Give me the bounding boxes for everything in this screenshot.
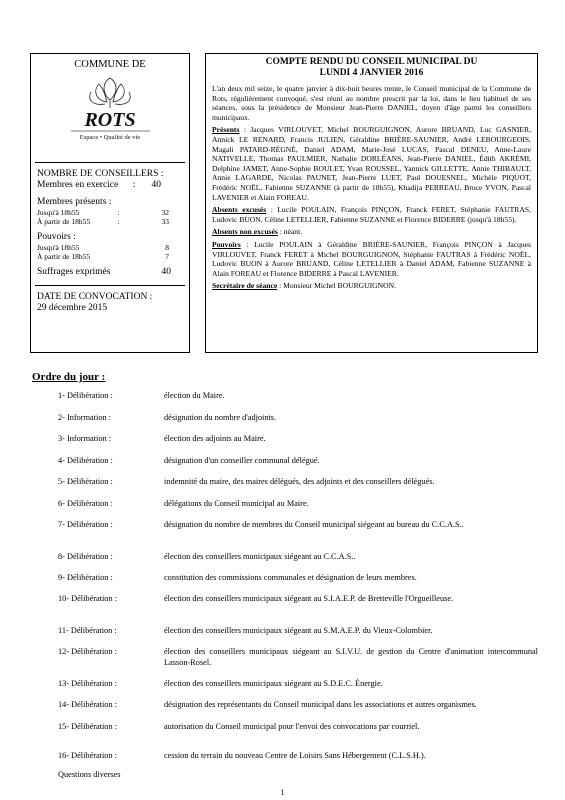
agenda-text: autorisation du Conseil municipal pour l'envoi des convocations par courriel.	[164, 722, 420, 731]
pouvoirs-list: : Lucile POULAIN à Géraldine BRIÈRE-SAUNIER, François PINÇON à Jacques VIRLOUVET, Franck FERET à Michel BOURGUIGNON, Stéphanie FAUTRAS à Frédéric NOËL, Ludovic BUON à Aurore BRUAND, Céline LETELLIER à Daniel ADAM, Fabienne SUZANNE à Alain FOREAU et Florence BIDERRE à Pascal LAVENIER.	[212, 239, 531, 278]
pouvoirs-value-2: 7	[165, 252, 169, 261]
agenda-num: 12- Délibération :	[58, 647, 117, 656]
agenda-num: 7- Délibération :	[58, 520, 113, 529]
rots-logo	[63, 72, 158, 142]
agenda-num: 6- Délibération :	[58, 499, 113, 508]
agenda-num: 14- Délibération :	[58, 700, 117, 709]
membres-exercice-row: Membres en exercice : 40	[37, 180, 161, 190]
intro-paragraph: L'an deux mil seize, le quatre janvier à dix-huit heures trente, le Conseil municipal de la Commune de Rots, régulièrement convoqué, s'est réuni au nombre prescrit par la loi, dans le lieu habituel de ses séances, sous la présidence de Monsieur Jean-Pierre DANIEL, doyen d'âge parmi les conseillers municipaux.	[212, 84, 531, 122]
pouvoirs-label-2: À partir de 18h55	[37, 252, 91, 261]
secretaire-heading: Secrétaire de séance	[212, 281, 278, 291]
commune-label: COMMUNE DE	[74, 59, 146, 70]
agenda-title: Ordre du jour :	[32, 371, 106, 383]
convocation-label: DATE DE CONVOCATION :	[37, 292, 153, 302]
agenda-num: 8- Délibération :	[58, 552, 113, 561]
agenda-text: élection des conseillers municipaux siégeant au S.I.A.E.P. de Bretteville l'Orgueilleuse.	[164, 594, 454, 603]
agenda-text: désignation du nombre d'adjoints.	[164, 413, 277, 422]
pouvoirs-row-1	[31, 243, 189, 252]
agenda-text: élection des adjoints au Maire.	[164, 434, 266, 443]
agenda-num: 3- Information :	[58, 434, 111, 443]
presents-row-2	[31, 217, 189, 226]
excuses-heading: Absents excusés	[212, 205, 267, 215]
presents-label-2: À partir de 18h55	[37, 217, 91, 226]
pouvoirs-value-1: 8	[165, 243, 169, 252]
presents-colon-2: :	[117, 217, 120, 226]
presents-colon-1: :	[117, 208, 120, 217]
agenda-text: indemnité du maire, des maires délégués, des adjoints et des conseillers délégués.	[164, 477, 435, 486]
membres-exercice-label: Membres en exercice	[37, 180, 119, 190]
excuses-list: : Lucile POULAIN, François PINÇON, Franck FERET, Stéphanie FAUTRAS, Ludovic BUON, Céline LETELLIER, Fabienne SUZANNE et Florence BIDERRE (jusqu'à 18h55).	[212, 205, 531, 224]
agenda-text: désignation des représentants du Conseil municipal dans les associations et autres organismes.	[164, 700, 477, 709]
suffrages-value: 40	[161, 267, 171, 277]
report-title-line2: LUNDI 4 JANVIER 2016	[319, 68, 424, 78]
agenda-num: 9- Délibération :	[58, 573, 113, 582]
divider	[35, 285, 185, 286]
pouvoirs-label-1: Jusqu'à 18h55	[37, 243, 80, 252]
agenda-num: 2- Information :	[58, 413, 111, 422]
excuses-paragraph	[212, 205, 531, 224]
agenda-num: 13- Délibération :	[58, 679, 117, 688]
agenda-text: élection du Maire.	[164, 391, 225, 400]
pouvoirs-label: Pouvoirs :	[37, 232, 76, 242]
presents-heading: Présents	[212, 125, 240, 135]
report-title-line1: COMPTE RENDU DU CONSEIL MUNICIPAL DU	[265, 57, 478, 67]
nb-conseillers-label: NOMBRE DE CONSEILLERS :	[37, 169, 164, 179]
agenda-text: cession du terrain du nouveau Centre de Loisirs Sans Hébergement (C.L.S.H.).	[164, 751, 426, 760]
agenda-text: élection des conseillers municipaux siégeant au C.C.A.S..	[164, 552, 356, 561]
presents-value-1: 32	[161, 208, 169, 217]
membres-exercice-value: 40	[151, 180, 161, 190]
pouvoirs-heading: Pouvoirs	[212, 239, 241, 249]
agenda-num: 5- Délibération :	[58, 477, 113, 486]
report-body	[206, 84, 537, 291]
agenda-num: 15- Délibération :	[58, 722, 117, 731]
suffrages-row	[31, 267, 189, 278]
agenda-text: désignation d'un conseiller communal délégué.	[164, 456, 320, 465]
presents-value-2: 33	[161, 217, 169, 226]
non-excuses-heading: Absents non excusés	[212, 227, 278, 237]
membres-presents-label: Membres présents :	[37, 197, 112, 207]
presents-paragraph	[212, 125, 531, 202]
pouvoirs-row-2	[31, 252, 189, 261]
agenda-num: 10- Délibération :	[58, 594, 117, 603]
agenda-num: 1- Délibération :	[58, 391, 113, 400]
convocation-date: 29 décembre 2015	[37, 303, 108, 313]
council-info-box	[30, 53, 190, 353]
logo-text: ROTS	[83, 109, 136, 131]
suffrages-label: Suffrages exprimés	[37, 267, 111, 277]
agenda-text: constitution des commissions communales et désignation de leurs membres.	[164, 573, 417, 582]
secretaire-paragraph	[212, 281, 531, 291]
agenda-text: désignation du nombre de membres du Conseil municipal siégeant au bureau du C.C.A.S..	[164, 520, 464, 529]
agenda-num: 4- Délibération :	[58, 456, 113, 465]
agenda-text: élection des conseillers municipaux siégeant au S.D.E.C. Énergie.	[164, 679, 383, 688]
agenda-text: élection des conseillers municipaux siégeant au S.I.V.U. de gestion du Centre d'animation intercommunal Lasson-Rosel.	[164, 647, 538, 667]
questions-diverses: Questions diverses	[58, 770, 121, 779]
page-number: 1	[280, 788, 285, 797]
divider	[35, 162, 185, 163]
non-excuses-paragraph	[212, 227, 531, 237]
presents-label-1: Jusqu'à 18h55	[37, 208, 80, 217]
agenda-num: 11- Délibération :	[58, 626, 117, 635]
agenda-text: délégations du Conseil municipal au Maire.	[164, 499, 309, 508]
pouvoirs-paragraph	[212, 240, 531, 278]
non-excuses-text: : néant.	[277, 227, 303, 237]
agenda-num: 16- Délibération :	[58, 751, 117, 760]
agenda-text: élection des conseillers municipaux siégeant au S.M.A.E.P. du Vieux-Colombier.	[164, 626, 433, 635]
report-box	[205, 53, 538, 353]
presents-list: : Jacques VIRLOUVET, Michel BOURGUIGNON, Aurore BRUAND, Luc GASNIER, Annick LE RENARD, Francis JULIEN, Géraldine BRIÈRE-SAUNIER, André LEBOURGEOIS, Magali PATARD-RÉGNÉ, Daniel ADAM, Marie-José LUCAS, Pascal DENEU, Anne-Laure NATIVELLE, Thomas PAULMIER, Nathalie DORLÉANS, Jean-Pierre DANIEL, Édith AKRÉMI, Delphine JAMET, Anne-Sophie BOULET, Yvan ROUSSEL, Yannick GILLETTE, Annie THIBAULT, Annie LAGARDE, Nicolas PAUNET, Jean-Pierre LUET, Paul DOUESNEL, Michèle PIQUOT, Frédéric NOËL, Fabienne SUZANNE (à partir de 18h55), Khadija PERREAU, Bruce YVON, Pascal LAVENIER et Alain FOREAU.	[212, 125, 531, 202]
presents-row-1	[31, 208, 189, 217]
secretaire-name: : Monsieur Michel BOURGUIGNON.	[277, 281, 396, 291]
logo-tagline: Espace • Qualité de vie	[79, 134, 140, 141]
